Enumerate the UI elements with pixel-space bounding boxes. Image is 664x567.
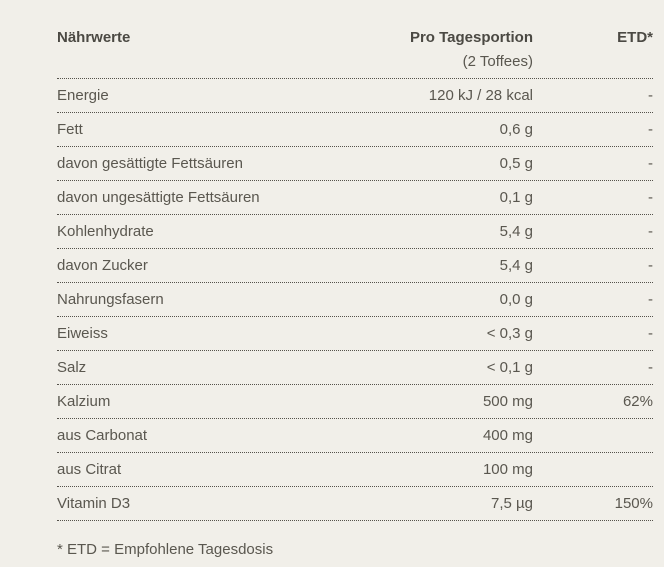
- header-per-portion: [313, 26, 533, 74]
- nutrient-value: 0,5 g: [499, 155, 533, 172]
- header-etd: ETD*: [617, 29, 653, 46]
- nutrient-etd: -: [648, 257, 653, 274]
- nutrient-etd: -: [648, 155, 653, 172]
- table-header: [57, 22, 653, 78]
- nutrient-label: Fett: [57, 121, 83, 138]
- header-per-portion-title: Pro Tagesportion: [409, 29, 533, 46]
- nutrient-value: 0,6 g: [499, 121, 533, 138]
- nutrient-label: aus Carbonat: [57, 427, 148, 444]
- nutrient-etd: 62%: [622, 393, 653, 410]
- nutrient-etd: -: [648, 87, 653, 104]
- nutrient-label: davon ungesättigte Fettsäuren: [57, 189, 260, 206]
- nutrient-label: aus Citrat: [57, 461, 122, 478]
- table-row: [57, 214, 653, 248]
- nutrient-label: Vitamin D3: [57, 495, 131, 512]
- header-nutrients: Nährwerte: [57, 29, 131, 46]
- header-per-portion-subtitle: (2 Toffees): [462, 53, 533, 70]
- nutrient-value: 400 mg: [482, 427, 533, 444]
- nutrient-value: 5,4 g: [499, 223, 533, 240]
- nutrient-label: Salz: [57, 359, 87, 376]
- table-row: [57, 350, 653, 384]
- table-row: [57, 486, 653, 520]
- table-row: [57, 180, 653, 214]
- nutrient-etd: -: [648, 121, 653, 138]
- nutrient-value: 100 mg: [482, 461, 533, 478]
- nutrient-value: 5,4 g: [499, 257, 533, 274]
- nutrient-etd: 150%: [614, 495, 653, 512]
- nutrient-etd: -: [648, 291, 653, 308]
- nutrient-value: 0,0 g: [499, 291, 533, 308]
- nutrient-etd: -: [648, 223, 653, 240]
- nutrient-value: < 0,3 g: [486, 325, 533, 342]
- etd-footnote: * ETD = Empfohlene Tagesdosis: [57, 541, 274, 558]
- table-row: [57, 112, 653, 146]
- nutrient-value: < 0,1 g: [486, 359, 533, 376]
- table-row: [57, 78, 653, 112]
- table-body: [57, 78, 653, 521]
- nutrient-label: davon gesättigte Fettsäuren: [57, 155, 243, 172]
- nutrient-value: 500 mg: [482, 393, 533, 410]
- nutrient-label: Kohlenhydrate: [57, 223, 154, 240]
- nutrient-label: Energie: [57, 87, 109, 104]
- nutrient-label: Nahrungsfasern: [57, 291, 164, 308]
- nutrient-etd: -: [648, 359, 653, 376]
- nutrient-value: 120 kJ / 28 kcal: [428, 87, 533, 104]
- nutrient-etd: -: [648, 325, 653, 342]
- nutrient-label: davon Zucker: [57, 257, 148, 274]
- table-row: [57, 452, 653, 486]
- nutrient-etd: -: [648, 189, 653, 206]
- nutrient-label: Kalzium: [57, 393, 111, 410]
- table-row: [57, 384, 653, 418]
- nutrition-table: [57, 22, 653, 559]
- table-row: [57, 316, 653, 350]
- nutrient-value: 0,1 g: [499, 189, 533, 206]
- table-row: [57, 146, 653, 180]
- nutrient-value: 7,5 µg: [490, 495, 533, 512]
- table-row: [57, 248, 653, 282]
- table-row: [57, 418, 653, 452]
- nutrient-label: Eiweiss: [57, 325, 108, 342]
- table-row: [57, 282, 653, 316]
